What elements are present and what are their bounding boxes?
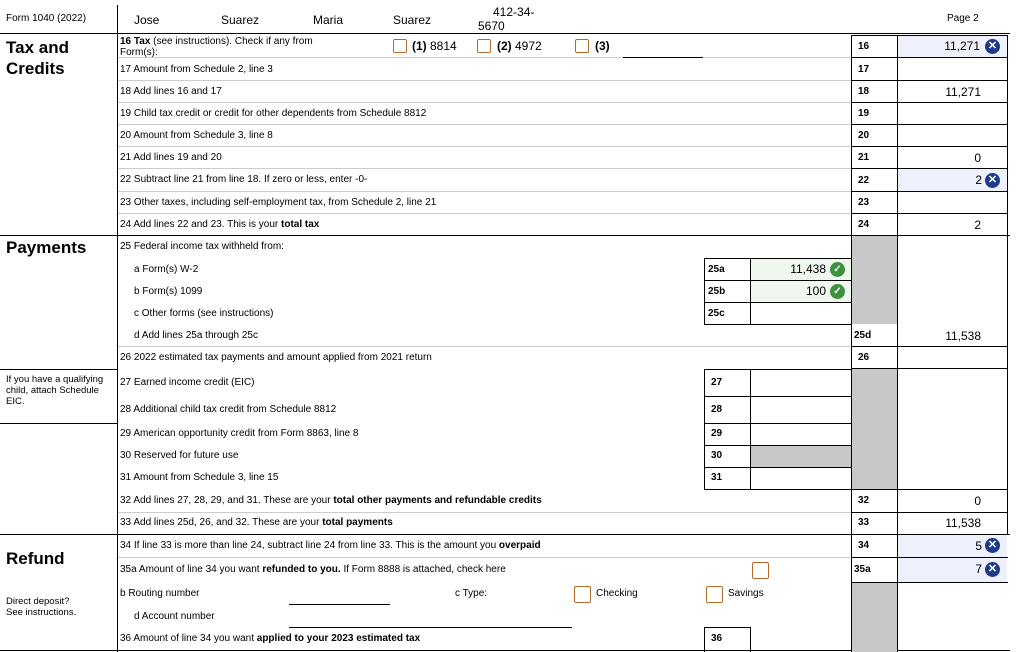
- checking-checkbox[interactable]: [574, 586, 591, 603]
- line35a-label: 35a Amount of line 34 you want refunded to you. If Form 8888 is attached, check here: [120, 564, 506, 575]
- line29-label: 29 American opportunity credit from Form 8863, line 8: [120, 428, 359, 439]
- form-8888-checkbox[interactable]: [752, 562, 769, 579]
- line-number-25b: 25b: [708, 286, 726, 297]
- form-other-checkbox[interactable]: [575, 39, 589, 53]
- spouse-last-name: Suarez: [393, 13, 432, 27]
- line25b-label: b Form(s) 1099: [134, 286, 203, 297]
- line-number-27: 27: [711, 377, 723, 388]
- eic-note: If you have a qualifying child, attach Schedule EIC.: [6, 374, 104, 407]
- line21-label: 21 Add lines 19 and 20: [120, 152, 222, 163]
- spouse-first-name: Maria: [313, 13, 344, 27]
- line30-label: 30 Reserved for future use: [120, 450, 239, 461]
- ssn-line1: 412-34-: [493, 5, 535, 19]
- page-number: Page 2: [947, 13, 979, 24]
- account-type-label: c Type:: [455, 588, 488, 599]
- line23-label: 23 Other taxes, including self-employment tax, from Schedule 2, line 21: [120, 197, 437, 208]
- line-number-33: 33: [858, 517, 870, 528]
- form-8814-checkbox[interactable]: [393, 39, 407, 53]
- line-number-25c: 25c: [708, 308, 725, 319]
- line-number-21: 21: [858, 152, 870, 163]
- form-8814-label: (1) 8814: [412, 39, 457, 53]
- line26-label: 26 2022 estimated tax payments and amount applied from 2021 return: [120, 352, 432, 363]
- line25a-amount[interactable]: 11,438: [790, 262, 826, 276]
- account-number-label: d Account number: [134, 611, 215, 622]
- form-other-label: (3): [595, 39, 610, 53]
- line25d-amount[interactable]: 11,538: [945, 329, 981, 343]
- gray-block-27: [851, 369, 897, 489]
- line-number-20: 20: [858, 130, 870, 141]
- line18-label: 18 Add lines 16 and 17: [120, 86, 222, 97]
- line-number-35a: 35a: [854, 564, 871, 575]
- line25c-label: c Other forms (see instructions): [134, 308, 274, 319]
- routing-number-label: b Routing number: [120, 588, 200, 599]
- gray-cell-30: [751, 446, 851, 468]
- line33-label: 33 Add lines 25d, 26, and 32. These are your total payments: [120, 517, 393, 528]
- line-number-18: 18: [858, 86, 870, 97]
- line33-amount[interactable]: 11,538: [945, 516, 981, 530]
- line-number-30: 30: [711, 450, 723, 461]
- line-number-32: 32: [858, 495, 870, 506]
- line34-label: 34 If line 33 is more than line 24, subtract line 24 from line 33. This is the amount you overpaid: [120, 540, 541, 551]
- line16-amount[interactable]: 11,271: [944, 39, 980, 53]
- line16-label: 16 Tax (see instructions). Check if any from Form(s):: [120, 36, 313, 58]
- line-number-29: 29: [711, 428, 723, 439]
- account-number-input[interactable]: [289, 627, 572, 628]
- line25-label: 25 Federal income tax withheld from:: [120, 241, 284, 252]
- line36-label: 36 Amount of line 34 you want applied to your 2023 estimated tax: [120, 633, 421, 644]
- last-name: Suarez: [221, 13, 260, 27]
- x-circle-icon[interactable]: ✕: [985, 538, 1000, 553]
- routing-number-input[interactable]: [289, 604, 390, 605]
- line-number-24: 24: [858, 219, 870, 230]
- section-refund: Refund: [6, 549, 65, 568]
- gray-block-25: [851, 236, 897, 324]
- line32-amount[interactable]: 0: [974, 494, 981, 508]
- section-tax-credits: Tax and Credits: [6, 38, 69, 78]
- line-number-26: 26: [858, 352, 870, 363]
- form-4972-label: (2) 4972: [497, 39, 542, 53]
- line-number-16: 16: [858, 41, 870, 52]
- savings-checkbox[interactable]: [706, 586, 723, 603]
- line-number-22: 22: [858, 175, 870, 186]
- line-number-36: 36: [711, 633, 723, 644]
- line18-amount[interactable]: 11,271: [945, 85, 981, 99]
- gray-block-refund: [851, 582, 897, 652]
- line24-amount[interactable]: 2: [974, 218, 981, 232]
- line22-amount[interactable]: 2: [975, 173, 982, 187]
- form-4972-checkbox[interactable]: [477, 39, 491, 53]
- line24-label: 24 Add lines 22 and 23. This is your total tax: [120, 219, 320, 230]
- line32-label: 32 Add lines 27, 28, 29, and 31. These are your total other payments and refundable credits: [120, 495, 542, 506]
- line25d-label: d Add lines 25a through 25c: [134, 330, 258, 341]
- form-id: Form 1040 (2022): [6, 13, 87, 24]
- line-number-28: 28: [711, 404, 723, 415]
- ssn-line2: 5670: [478, 19, 505, 33]
- line-number-19: 19: [858, 108, 870, 119]
- section-payments: Payments: [6, 238, 87, 257]
- x-circle-icon[interactable]: ✕: [985, 173, 1000, 188]
- line28-label: 28 Additional child tax credit from Schedule 8812: [120, 404, 337, 415]
- x-circle-icon[interactable]: ✕: [985, 562, 1000, 577]
- line25a-label: a Form(s) W-2: [134, 264, 199, 275]
- line-number-34: 34: [858, 540, 870, 551]
- line-number-25d: 25d: [854, 330, 872, 341]
- line20-label: 20 Amount from Schedule 3, line 8: [120, 130, 273, 141]
- line-number-31: 31: [711, 472, 723, 483]
- line17-label: 17 Amount from Schedule 2, line 3: [120, 64, 273, 75]
- line19-label: 19 Child tax credit or credit for other dependents from Schedule 8812: [120, 108, 427, 119]
- line-number-17: 17: [858, 64, 870, 75]
- line-number-25a: 25a: [708, 264, 725, 275]
- checking-label: Checking: [596, 588, 638, 599]
- line34-amount[interactable]: 5: [975, 539, 982, 553]
- savings-label: Savings: [728, 588, 764, 599]
- line31-label: 31 Amount from Schedule 3, line 15: [120, 472, 279, 483]
- line27-label: 27 Earned income credit (EIC): [120, 377, 255, 388]
- line21-amount[interactable]: 0: [974, 151, 981, 165]
- direct-deposit-note: Direct deposit? See instructions.: [6, 596, 77, 618]
- line22-label: 22 Subtract line 21 from line 18. If zero or less, enter -0-: [120, 174, 368, 185]
- line25b-amount[interactable]: 100: [805, 284, 826, 298]
- form-other-input[interactable]: [623, 57, 703, 58]
- check-circle-icon: ✓: [830, 262, 845, 277]
- line35a-amount[interactable]: 7: [975, 562, 982, 576]
- first-name: Jose: [134, 13, 160, 27]
- line-number-23: 23: [858, 197, 870, 208]
- x-circle-icon[interactable]: ✕: [985, 39, 1000, 54]
- check-circle-icon: ✓: [830, 284, 845, 299]
